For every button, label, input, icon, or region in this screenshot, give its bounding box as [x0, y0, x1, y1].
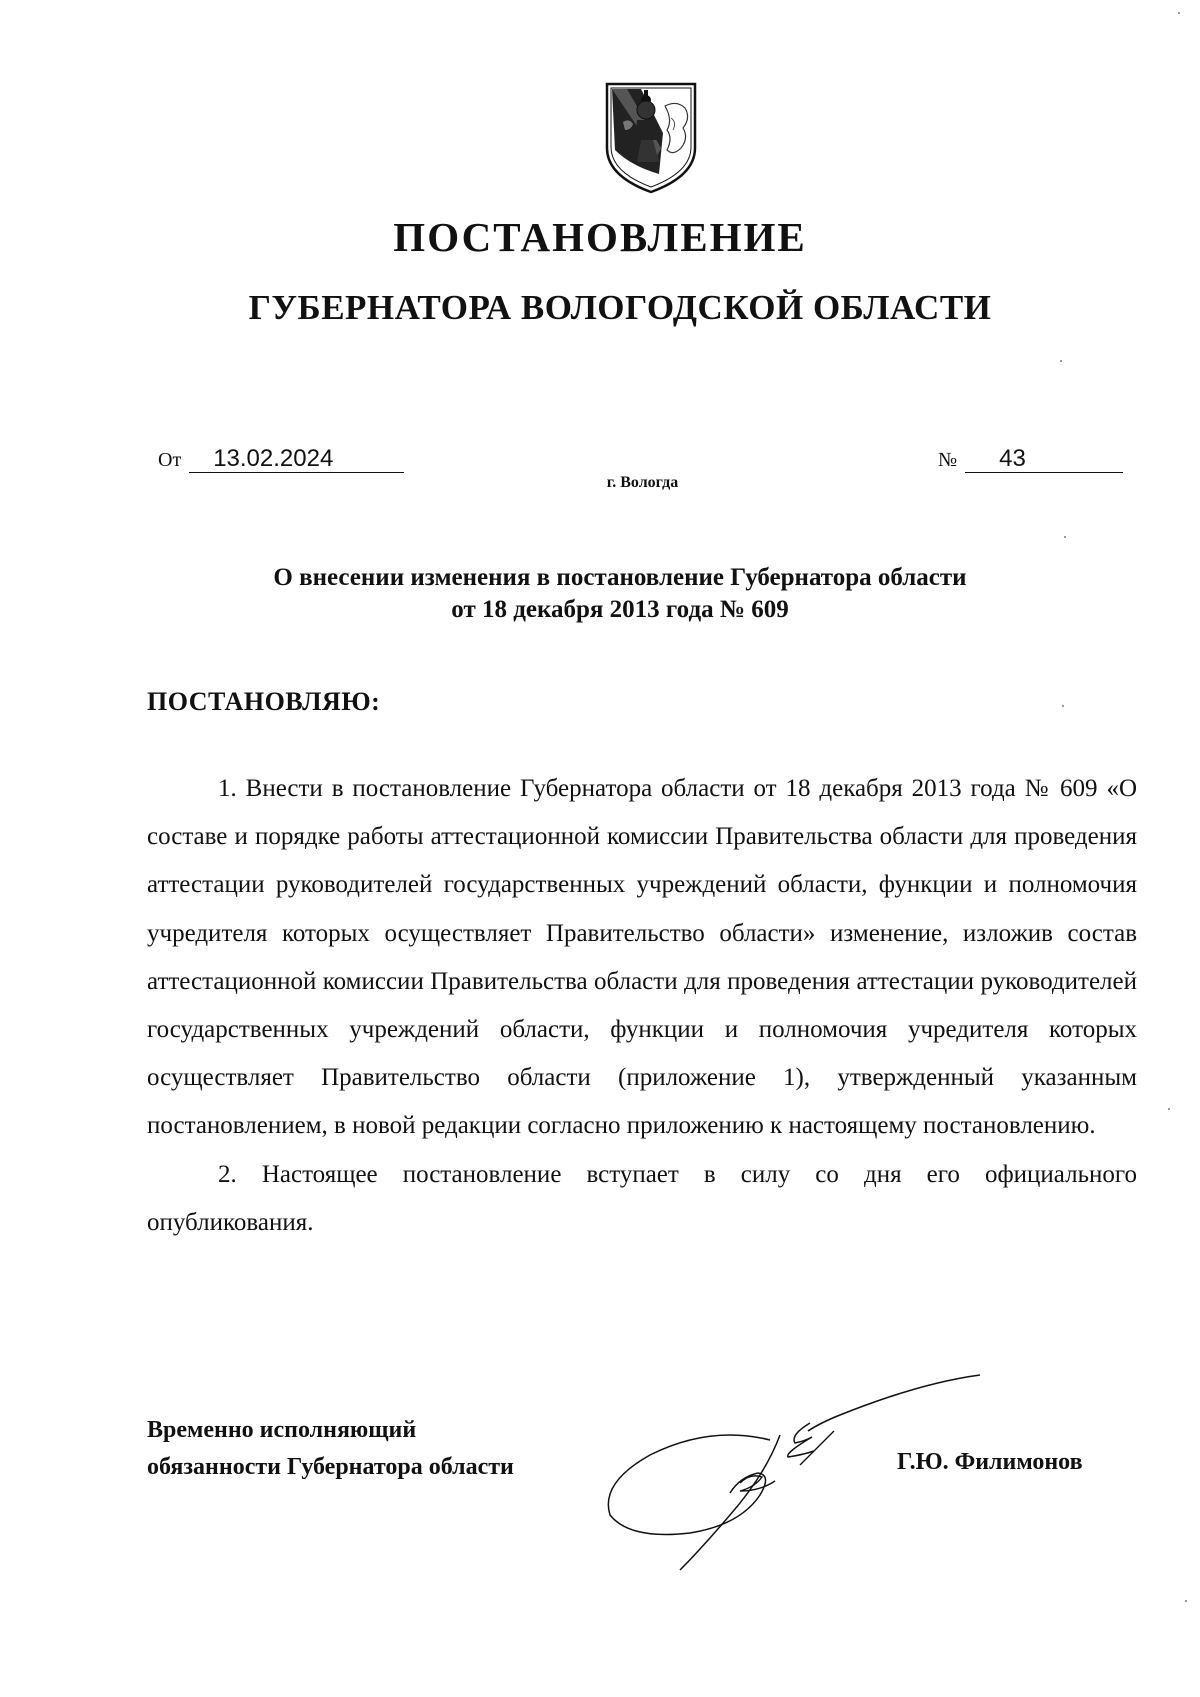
- date-prefix: От: [158, 449, 182, 471]
- city-label: г. Вологда: [606, 474, 679, 491]
- date-value: 13.02.2024: [189, 446, 404, 473]
- subject-line-2: от 18 декабря 2013 года № 609: [451, 596, 789, 623]
- number-value: 43: [965, 446, 1123, 473]
- scan-speck: [1064, 536, 1066, 538]
- scan-speck: [1168, 1108, 1170, 1110]
- scan-speck: [1062, 705, 1064, 707]
- date-field: [158, 446, 404, 473]
- document-body: [147, 765, 1137, 1247]
- number-field: [938, 446, 1123, 473]
- document-issuer: ГУБЕРНАТОРА ВОЛОГОДСКОЙ ОБЛАСТИ: [248, 288, 992, 327]
- paragraph-2: 2. Настоящее постановление вступает в силу со дня его официального опубликования.: [147, 1160, 1137, 1236]
- scan-speck: [1185, 1600, 1187, 1602]
- scan-speck: [1060, 360, 1062, 362]
- signatory-name: Г.Ю. Филимонов: [897, 1449, 1083, 1475]
- signatory-position: [147, 1412, 514, 1486]
- number-prefix: №: [938, 449, 958, 471]
- paragraph-1: 1. Внести в постановление Губернатора области от 18 декабря 2013 года № 609 «О составе и порядке работы аттестационной комиссии Правительства области для проведения аттестации руководителей государственных учреждений области, функции и полномочия учредителя которых осуществляет Правительство области» изменение, изложив состав аттестационной комиссии Правительства области для проведения аттестации руководителей государственных учреждений области, функции и полномочия учредителя которых осуществляет Правительство области (приложение 1), утвержденный указанным постановлением, в новой редакции согласно приложению к настоящему постановлению.: [147, 775, 1137, 1140]
- decree-heading: ПОСТАНОВЛЯЮ:: [147, 687, 381, 716]
- document-subject: [0, 562, 1200, 626]
- scan-speck: [1178, 12, 1180, 14]
- subject-line-1: О внесении изменения в постановление Губернатора области: [273, 564, 967, 591]
- signatory-position-line-1: Временно исполняющий: [147, 1417, 417, 1443]
- signatory-position-line-2: обязанности Губернатора области: [147, 1454, 514, 1480]
- document-title: ПОСТАНОВЛЕНИЕ: [393, 214, 807, 260]
- coat-of-arms-icon: [601, 78, 701, 196]
